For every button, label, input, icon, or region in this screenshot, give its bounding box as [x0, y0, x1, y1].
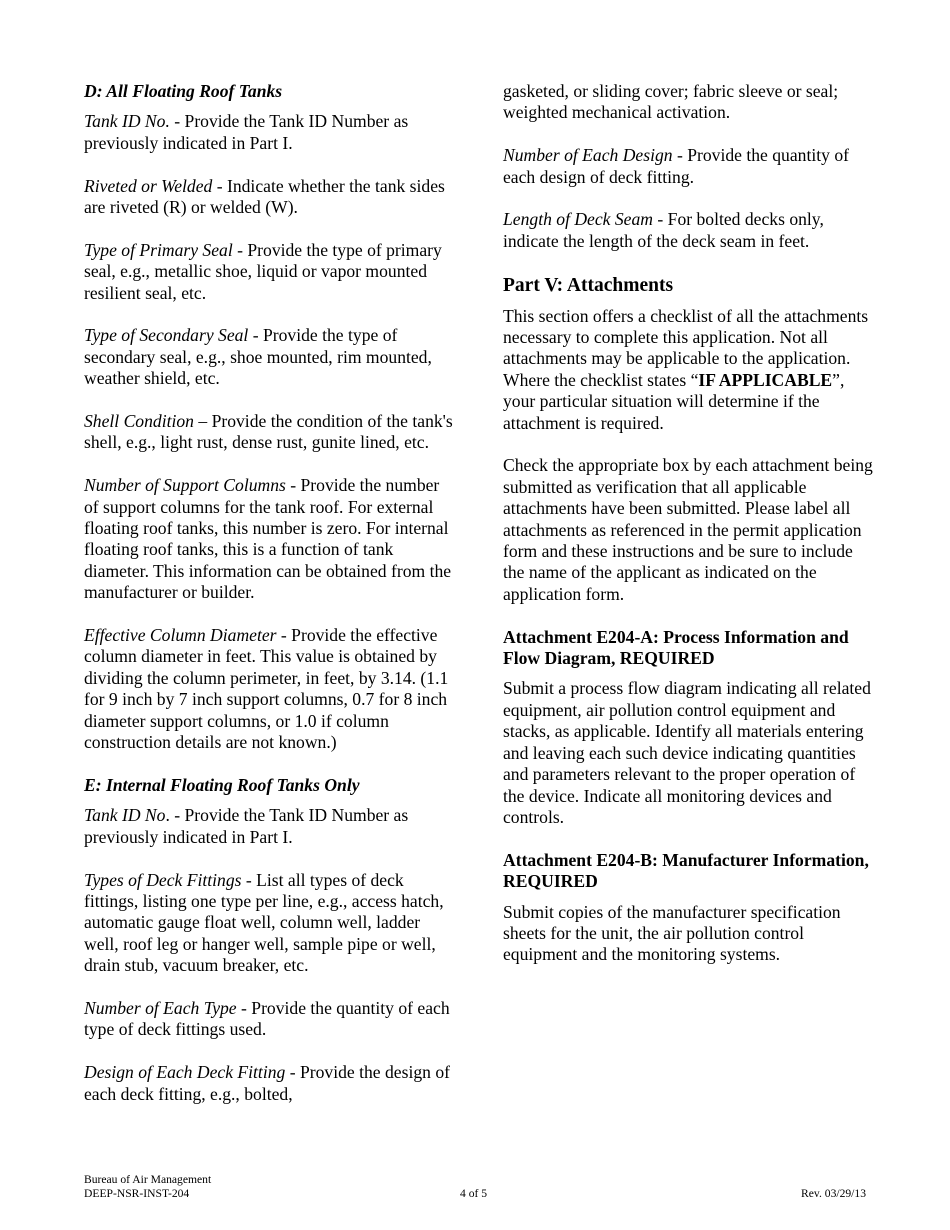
d-item-shell-condition	[84, 411, 456, 454]
left-column	[84, 81, 456, 1105]
d-item-support-columns	[84, 475, 456, 603]
footer-left	[84, 1173, 211, 1201]
d-item-term: Number of Support Columns	[84, 475, 286, 496]
d-item-text: - Provide the type of secondary seal, e.g., shoe mounted, rim mounted, weather shield, etc.	[84, 325, 432, 389]
e-item-tank-id	[84, 805, 456, 848]
d-item-text: - Indicate whether the tank sides are riveted (R) or welded (W).	[84, 175, 445, 218]
e-item-design-each-fitting	[84, 1062, 456, 1105]
d-item-term: Riveted or Welded	[84, 175, 213, 196]
part-v-check-instructions: Check the appropriate box by each attachment being submitted as verification that all applicable attachments have been submitted. Please label all attachments as referenced in the permit application form and these instructions and be sure to include the name of the applicant as indicated on the application form.	[503, 455, 873, 604]
e-item-term: Types of Deck Fittings	[84, 869, 242, 890]
e-item-text: . - Provide the Tank ID Number as previously indicated in Part I.	[84, 805, 409, 847]
e-item-term: Number of Each Design	[503, 145, 673, 166]
e-item-text: - Provide the quantity of each type of deck fittings used.	[84, 997, 450, 1040]
section-d-heading: D: All Floating Roof Tanks	[84, 81, 283, 101]
d-item-term: Shell Condition	[84, 411, 194, 432]
continued-text: gasketed, or sliding cover; fabric sleeve or seal; weighted mechanical activation.	[503, 81, 839, 123]
d-item-secondary-seal	[84, 325, 456, 389]
attachment-a-text: Submit a process flow diagram indicating all related equipment, air pollution control equipment and stacks, as applicable. Identify all materials entering and leaving each such device indicating quantities and parameters relevant to the proper operation of the device. Indicate all monitoring devices and controls.	[503, 678, 871, 827]
d-item-term: Type of Primary Seal	[84, 239, 233, 260]
d-item-riveted-welded	[84, 176, 456, 219]
e-item-term: Number of Each Type	[84, 997, 237, 1018]
d-item-primary-seal	[84, 240, 456, 304]
e-item-text: - List all types of deck fittings, listing one type per line, e.g., access hatch, automatic gauge float well, column well, ladder well, roof leg or hanger well, sample pipe or well, drain stub, vacuum breaker, etc.	[84, 869, 444, 976]
e-item-number-each-design	[503, 145, 875, 188]
d-item-tank-id	[84, 111, 456, 154]
d-item-text: – Provide the condition of the tank's shell, e.g., light rust, dense rust, gunite lined, etc.	[84, 411, 453, 453]
e-item-text: - Provide the quantity of each design of deck fitting.	[503, 145, 849, 187]
d-item-text: - Provide the Tank ID Number as previously indicated in Part I.	[84, 111, 409, 153]
e-item-number-each-type	[84, 998, 456, 1041]
e-item-term: Tank ID No	[84, 805, 166, 826]
d-item-term: Effective Column Diameter	[84, 625, 277, 646]
d-item-text: - Provide the number of support columns for the tank roof. For external floating roof tanks, this number is zero. For internal floating roof tanks, this is a function of tank diameter. This information can be obtained from the manufacturer or builder.	[84, 475, 452, 603]
footer-doc-id: DEEP-NSR-INST-204	[84, 1187, 190, 1200]
d-item-text: - Provide the effective column diameter in feet. This value is obtained by dividing the column perimeter, in feet, by 3.14. (1.1 for 9 inch by 7 inch support columns, 0.7 for 8 inch diameter support columns, or 1.0 if column construction details are not known.)	[84, 625, 449, 753]
part-v-intro-text: This section offers a checklist of all the attachments necessary to complete this application. Not all attachments may be applicable to the application. Where the checklist states “	[503, 305, 869, 390]
e-item-term: Length of Deck Seam	[503, 209, 653, 230]
footer-revision: Rev. 03/29/13	[801, 1187, 866, 1200]
e-item-term: Design of Each Deck Fitting	[84, 1062, 286, 1083]
e-item-text: - Provide the design of each deck fitting, e.g., bolted,	[84, 1062, 450, 1104]
e-item-deck-seam	[503, 209, 875, 252]
right-column	[503, 81, 875, 987]
e-item-deck-fittings	[84, 870, 456, 977]
d-item-term: Type of Secondary Seal	[84, 325, 249, 346]
footer-org: Bureau of Air Management	[84, 1173, 212, 1186]
d-item-column-diameter	[84, 625, 456, 753]
d-item-text: - Provide the type of primary seal, e.g., metallic shoe, liquid or vapor mounted resilient seal, etc.	[84, 239, 442, 303]
part-v-intro-text-end: ”, your particular situation will determine if the attachment is required.	[503, 369, 845, 433]
attachment-a-heading: Attachment E204-A: Process Information and Flow Diagram, REQUIRED	[503, 626, 849, 669]
section-e-heading: E: Internal Floating Roof Tanks Only	[84, 774, 360, 795]
part-v-heading: Part V: Attachments	[503, 274, 674, 296]
if-applicable-label: IF APPLICABLE	[698, 369, 833, 390]
attachment-b-text: Submit copies of the manufacturer specification sheets for the unit, the air pollution control equipment and the monitoring systems.	[503, 901, 841, 965]
attachment-b-heading: Attachment E204-B: Manufacturer Information, REQUIRED	[503, 849, 869, 892]
e-item-text: - For bolted decks only, indicate the length of the deck seam in feet.	[503, 209, 824, 251]
footer-page-number: 4 of 5	[460, 1187, 488, 1200]
d-item-term: Tank ID No.	[84, 111, 170, 132]
part-v-intro	[503, 306, 875, 434]
